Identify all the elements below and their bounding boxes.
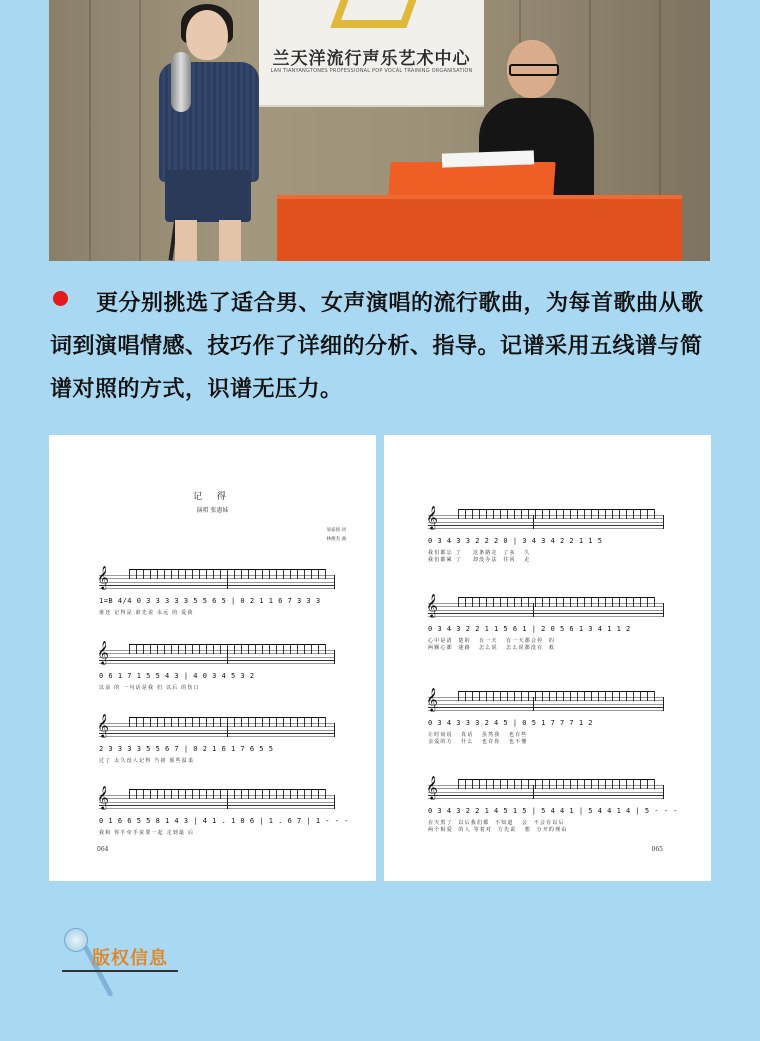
song-singer: 演唱 张惠妹 <box>196 507 229 514</box>
lyric-line: 过了 太久没人记得 当初 那些温柔 <box>99 758 195 764</box>
staff <box>97 565 335 589</box>
hero-photo <box>49 0 710 261</box>
orange-piano <box>277 195 682 261</box>
microphone-head-icon <box>64 928 88 952</box>
lyric-line: 我们都忘 了 这条路走 了多 久 我们都累 了 却没办法 往回 走 <box>428 550 531 563</box>
staff <box>97 640 335 664</box>
underline-divider <box>62 970 178 972</box>
treble-clef-icon: 𝄞 <box>97 785 109 809</box>
jianpu-line: 0 6 1 7 1 5 5 4 3 | 4 0 3 4 5 3 2 <box>99 672 255 680</box>
staff <box>426 505 664 529</box>
jianpu-line: 0 1 6 6 5 5 8 1 4 3 | 4 1 . 1 0 6 | 1 . 6 7 | 1 - - - <box>99 817 349 825</box>
score-system <box>426 593 664 651</box>
lyric-line: 以前 的 一句话是我 们 以后 的伤口 <box>99 685 200 691</box>
treble-clef-icon: 𝄞 <box>97 713 109 737</box>
song-title: 记 得 <box>193 492 232 502</box>
studio-logo-icon <box>330 0 423 28</box>
copyright-label: 版权信息 <box>92 948 168 969</box>
jianpu-line: 0 3 4 3 2 2 1 1 5 6 1 | 2 0 5 6 1 3 4 1 1 2 <box>428 625 631 633</box>
jianpu-line: 0 3 4 3 2 2 1 4 5 1 5 | 5 4 4 1 | 5 4 4 1 4 | 5 - - - <box>428 807 678 815</box>
wall-panel-line <box>89 0 91 261</box>
staff <box>97 785 335 809</box>
jianpu-line: 2 3 3 3 3 5 5 6 7 | 0 2 1 6 1 7 6 5 5 <box>99 745 274 753</box>
banner-subtitle: LAN TIANYANGTONES PROFESSIONAL POP VOCAL TRAINING ORGANISATION <box>270 68 473 74</box>
treble-clef-icon: 𝄞 <box>97 565 109 589</box>
lyric-line: 让时间说 真话 虽然我 也有些 亲爱的方 什么 也许你 也不懂 <box>428 732 528 745</box>
staff <box>426 775 664 799</box>
composer-credit: 林俊杰 曲 <box>326 537 346 542</box>
score-system <box>97 785 349 836</box>
lyric-line: 在天黑了 以后我们都 不知道 会 不会有以后 两个相爱 的人 等着对 方先说 想 分开的理由 <box>428 820 568 833</box>
jianpu-line: 1=B 4/4 0 3 3 3 3 3 5 5 6 5 | 0 2 1 1 6 7 3 3 3 <box>99 597 321 605</box>
lyricist-credit: 易家扬 词 <box>326 528 346 533</box>
score-system <box>97 565 335 616</box>
wall-panel-line <box>139 0 141 261</box>
intro-text: 更分别挑选了适合男、女声演唱的流行歌曲，为每首歌曲从歌词到演唱情感、技巧作了详细的分析、指导。记谱采用五线谱与简谱对照的方式，识谱无压力。 <box>50 291 704 402</box>
treble-clef-icon: 𝄞 <box>426 687 438 711</box>
treble-clef-icon: 𝄞 <box>426 505 438 529</box>
score-system <box>97 713 335 764</box>
staff <box>426 687 664 711</box>
page-number: 064 <box>97 846 109 853</box>
jianpu-line: 0 3 4 3 3 2 2 2 0 | 3 4 3 4 2 2 1 1 5 <box>428 537 603 545</box>
treble-clef-icon: 𝄞 <box>97 640 109 664</box>
score-page-left <box>49 435 376 881</box>
score-page-right <box>384 435 711 881</box>
banner-title: 兰天洋流行声乐艺术中心 <box>272 49 471 69</box>
lyric-line: 我和 你手牵手说要一起 走到最 后 <box>99 830 195 836</box>
score-system <box>97 640 335 691</box>
staff <box>97 713 335 737</box>
score-system <box>426 687 664 745</box>
studio-banner <box>259 0 484 107</box>
microphone-icon <box>171 52 191 112</box>
lyric-line: 心中是清 楚的 有一天 有一天都会停 的 两颗心都 迷路 怎么说 怎么说都没有 救 <box>428 638 556 651</box>
treble-clef-icon: 𝄞 <box>426 593 438 617</box>
lyric-line: 谁还 记得是 谁先说 永远 的 爱我 <box>99 610 194 616</box>
copyright-header <box>62 928 202 1008</box>
jianpu-line: 0 3 4 3 3 3 2 4 5 | 0 5 1 7 7 7 1 2 <box>428 719 594 727</box>
score-system <box>426 775 678 833</box>
staff <box>426 593 664 617</box>
page-number: 065 <box>651 846 663 853</box>
score-system <box>426 505 664 563</box>
singer-figure <box>149 10 269 261</box>
treble-clef-icon: 𝄞 <box>426 775 438 799</box>
intro-paragraph <box>50 282 720 411</box>
